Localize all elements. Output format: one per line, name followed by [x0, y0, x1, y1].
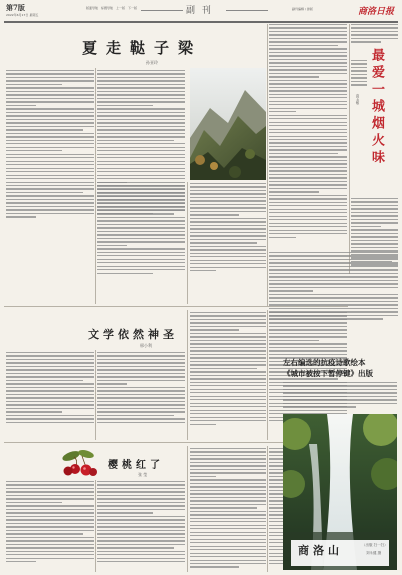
photo-title: 商洛山 — [298, 544, 343, 557]
nav-links — [86, 6, 137, 10]
nav-link[interactable]: 标题导航 — [101, 6, 114, 10]
article-4-author: 高玉敏 — [356, 94, 360, 105]
photo-note: （出版 扫一扫） — [362, 543, 388, 547]
column-divider — [95, 68, 96, 304]
article-3-body — [97, 481, 185, 565]
photo-credit: 刘永健 摄 — [366, 551, 382, 555]
cherry-illustration — [60, 448, 100, 478]
article-3-author: 张 莹 — [138, 472, 148, 477]
header-rule — [4, 21, 398, 23]
issue-date: 2022年6月17日 星期五 — [6, 13, 39, 17]
article-2-body — [6, 352, 94, 425]
article-1-body — [6, 70, 94, 220]
promo-headline-sub: 《城市被按下暂停键》出版 — [283, 369, 373, 378]
column-divider — [187, 446, 188, 572]
article-1-body — [190, 183, 266, 274]
article-4-body-wide — [269, 252, 398, 322]
section-rule-right — [226, 10, 268, 11]
article-2-author: 邢小利 — [140, 343, 152, 348]
masthead — [6, 3, 398, 20]
mountain-forest-photo — [190, 68, 266, 180]
article-4-lead — [351, 24, 398, 45]
editor-credit: 副刊编辑 / 排版 — [292, 7, 313, 11]
article-1-author: 孙亚玲 — [146, 60, 158, 65]
nav-link[interactable]: 版面导航 — [86, 6, 99, 10]
column-divider — [187, 182, 188, 304]
column-divider — [187, 310, 188, 440]
section-title: 副 刊 — [186, 6, 213, 16]
article-1-title: 夏走鞑子梁 — [82, 39, 203, 57]
column-divider — [95, 350, 96, 440]
article-1-body — [97, 182, 185, 276]
article-2-body — [190, 312, 266, 427]
article-3-body — [190, 448, 266, 570]
article-4-body — [351, 60, 367, 88]
article-2-body — [97, 352, 185, 425]
newspaper-logo: 商洛日报 — [358, 7, 395, 17]
section-rule-left — [141, 10, 183, 11]
promo-headline: 左右编选的抗疫诗歌绘本 — [283, 358, 366, 367]
nav-link[interactable]: 上一版 — [116, 6, 126, 10]
nav-link[interactable]: 下一版 — [128, 6, 138, 10]
column-divider — [267, 24, 268, 306]
column-divider — [95, 480, 96, 572]
article-3-title: 樱桃红了 — [108, 460, 164, 471]
article-1-body — [269, 24, 347, 240]
promo-body — [283, 382, 397, 410]
right-column-divider — [349, 24, 350, 274]
article-3-body — [6, 481, 94, 565]
article-2-title: 文学依然神圣 — [88, 328, 178, 341]
page-number: 第7版 — [6, 3, 25, 12]
article-4-title: 最爱一城烟火味 — [369, 48, 384, 167]
column-divider — [267, 446, 268, 572]
column-divider — [267, 310, 268, 440]
